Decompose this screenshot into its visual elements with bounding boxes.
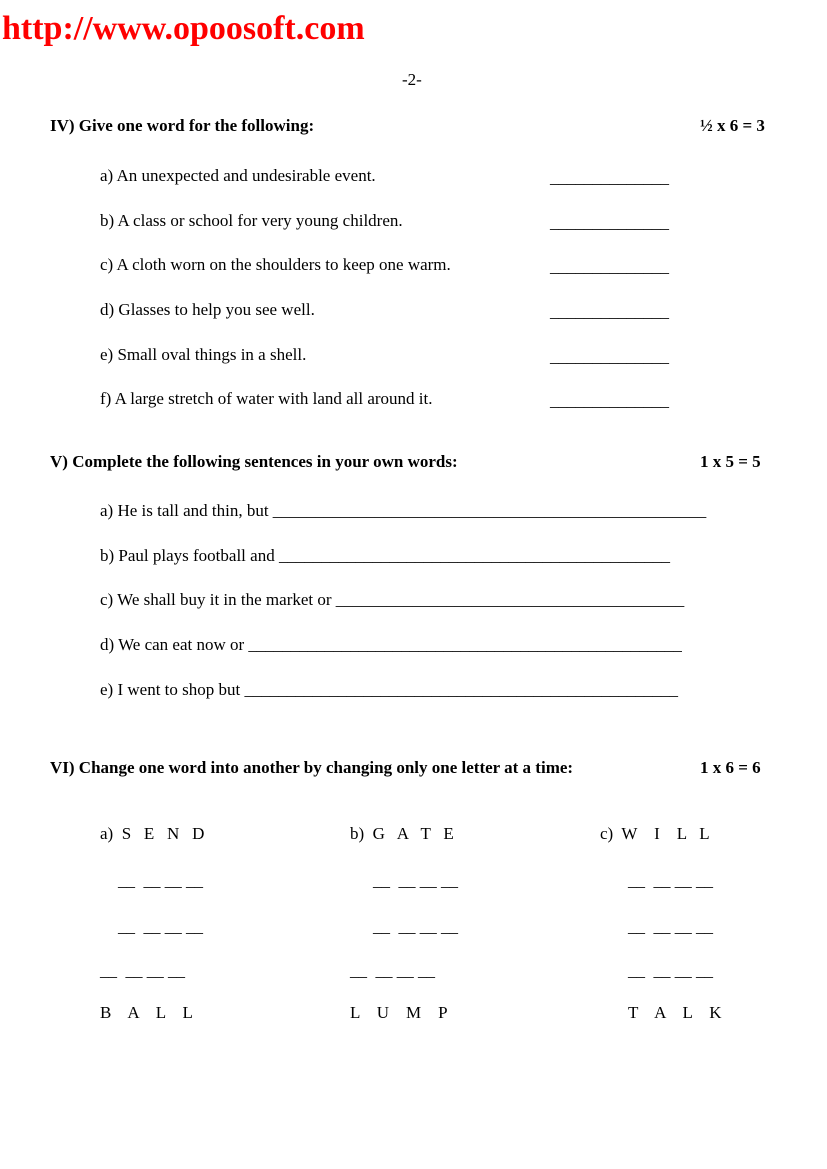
watermark-url: http://www.opoosoft.com [2,10,365,47]
word-ladder-step-c2[interactable]: __ __ __ __ [628,917,713,936]
answer-blank-a[interactable]: ______________ [550,168,669,187]
word-ladder-step-a1[interactable]: __ __ __ __ [118,871,203,890]
word-ladder-end-a: B A L L [100,1003,193,1022]
answer-blank-c[interactable]: ______________ [550,257,669,276]
word-ladder-step-b3[interactable]: __ __ __ __ [350,961,435,980]
section-iv-item-f: f) A large stretch of water with land all around it. [100,389,433,408]
section-iv-item-e: e) Small oval things in a shell. [100,345,307,364]
section-vi-heading: VI) Change one word into another by changing only one letter at a time: [50,758,574,777]
word-ladder-step-c3[interactable]: __ __ __ __ [628,961,713,980]
sentence-item-e[interactable]: e) I went to shop but ___________________________________________________ [100,680,678,699]
word-ladder-start-b: b) G A T E [350,824,454,843]
section-iv-item-d: d) Glasses to help you see well. [100,300,315,319]
sentence-item-d[interactable]: d) We can eat now or ___________________________________________________ [100,635,682,654]
word-ladder-step-b2[interactable]: __ __ __ __ [373,917,458,936]
page-number: -2- [402,70,422,89]
answer-blank-f[interactable]: ______________ [550,391,669,410]
answer-blank-e[interactable]: ______________ [550,347,669,366]
answer-blank-d[interactable]: ______________ [550,302,669,321]
word-ladder-start-c: c) W I L L [600,824,710,843]
section-v-heading: V) Complete the following sentences in your own words: [50,452,458,471]
word-ladder-step-a3[interactable]: __ __ __ __ [100,961,185,980]
word-ladder-start-a: a) S E N D [100,824,205,843]
word-ladder-end-c: T A L K [628,1003,722,1022]
section-v-marks: 1 x 5 = 5 [700,452,761,471]
section-iv-item-a: a) An unexpected and undesirable event. [100,166,376,185]
sentence-item-b[interactable]: b) Paul plays football and ______________________________________________ [100,546,670,565]
sentence-item-a[interactable]: a) He is tall and thin, but ___________________________________________________ [100,501,707,520]
answer-blank-b[interactable]: ______________ [550,213,669,232]
word-ladder-step-b1[interactable]: __ __ __ __ [373,871,458,890]
word-ladder-step-a2[interactable]: __ __ __ __ [118,917,203,936]
sentence-item-c[interactable]: c) We shall buy it in the market or _________________________________________ [100,590,685,609]
word-ladder-step-c1[interactable]: __ __ __ __ [628,871,713,890]
section-iv-item-c: c) A cloth worn on the shoulders to keep one warm. [100,255,451,274]
section-iv-marks: ½ x 6 = 3 [700,116,765,135]
section-vi-marks: 1 x 6 = 6 [700,758,761,777]
section-iv-heading: IV) Give one word for the following: [50,116,315,135]
section-iv-item-b: b) A class or school for very young children. [100,211,403,230]
word-ladder-end-b: L U M P [350,1003,448,1022]
